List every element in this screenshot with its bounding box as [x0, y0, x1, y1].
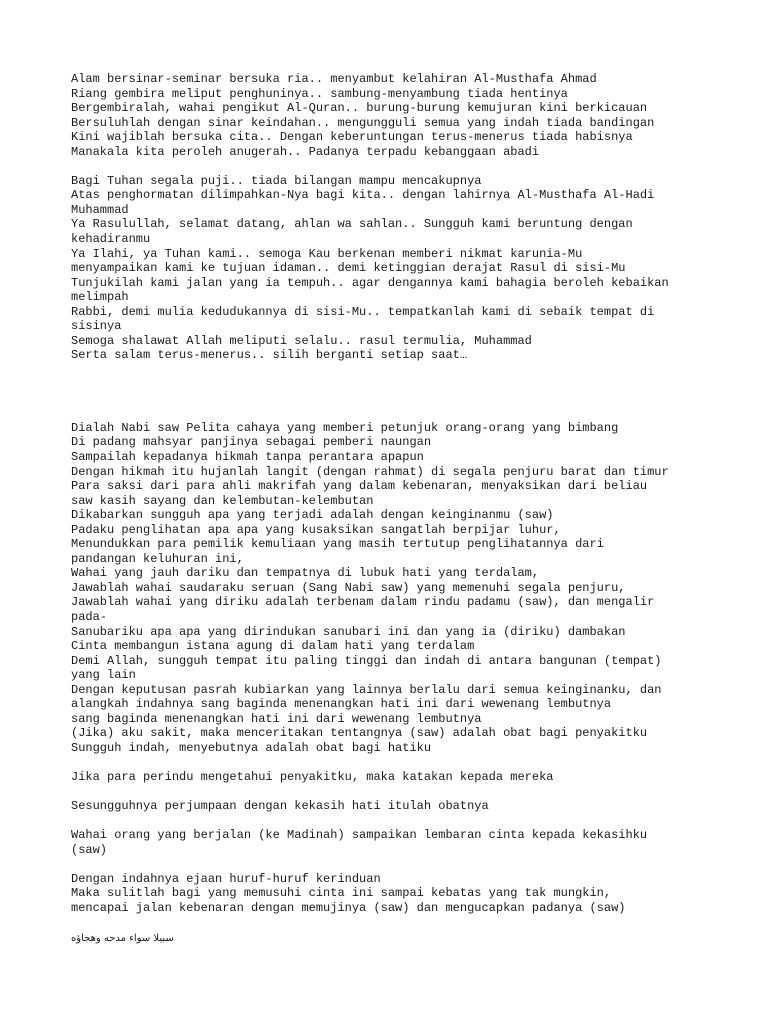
text-line: melimpah — [71, 290, 129, 305]
section-gap — [71, 363, 721, 421]
stanza-madinah — [71, 828, 721, 857]
text-line: Dengan indahnya ejaan huruf-huruf kerinduan — [71, 871, 381, 886]
text-line: Kini wajiblah bersuka cita.. Dengan keberuntungan terus-menerus tiada habisnya — [71, 130, 633, 145]
text-line: sang baginda menenangkan hati ini dari wewenang lembutnya — [71, 711, 482, 726]
text-line: kehadiranmu — [71, 231, 151, 246]
blank-line — [71, 857, 721, 872]
text-line: pandangan keluhuran ini, — [71, 551, 244, 566]
text-line: pada- — [71, 610, 108, 624]
text-line: (saw) — [71, 842, 108, 857]
text-line: Wahai yang jauh dariku dan tempatnya di lubuk hati yang terdalam, — [71, 566, 540, 581]
text-line: Atas penghormatan dilimpahkan-Nya bagi kita.. dengan lahirnya Al-Musthafa Al-Hadi — [71, 188, 655, 203]
text-line: sisinya — [71, 319, 122, 334]
text-line: Serta salam terus-menerus.. silih berganti setiap saat… — [71, 348, 468, 363]
text-line: Maka sulitlah bagi yang memusuhi cinta ini sampai kebatas yang tak mungkin, — [71, 886, 612, 901]
text-line-perjumpaan: Sesungguhnya perjumpaan dengan kekasih hati itulah obatnya — [71, 799, 489, 814]
text-line: Sanubariku apa apa yang dirindukan sanubari ini dan yang ia (diriku) dambakan — [71, 624, 626, 639]
text-line: Dikabarkan sungguh apa yang terjadi adalah dengan keinginanmu (saw) — [71, 508, 554, 523]
text-line: Dengan hikmah itu hujanlah langit (dengan rahmat) di segala penjuru barat dan timur — [71, 464, 669, 479]
text-line: Sampailah kepadanya hikmah tanpa perantara apapun — [71, 449, 424, 464]
text-line: Bersuluhlah dengan sinar keindahan.. mengungguli semua yang indah tiada bandingan — [71, 115, 655, 130]
text-line: alangkah indahnya sang baginda menenangkan hati ini dari wewenang lembutnya — [71, 697, 612, 712]
text-line: Rabbi, demi mulia kedudukannya di sisi-Mu.. tempatkanlah kami di sebaik tempat di — [71, 304, 655, 319]
stanza-last — [71, 872, 721, 916]
arabic-verse: سبيلا سواء مدحه وهجاؤه — [71, 933, 174, 945]
blank-line — [71, 814, 721, 829]
text-line: mencapai jalan kebenaran dengan memujinya (saw) dan mengucapkan padanya (saw) — [71, 900, 626, 915]
text-line: yang lain — [71, 668, 136, 683]
stanza-1 — [71, 72, 721, 159]
text-line: Semoga shalawat Allah meliputi selalu.. rasul termulia, Muhammad — [71, 333, 532, 348]
text-line: Demi Allah, sungguh tempat itu paling tinggi dan indah di antara bangunan (tempat) — [71, 653, 662, 668]
text-line: Bagi Tuhan segala puji.. tiada bilangan mampu mencakupnya — [71, 173, 482, 188]
text-line: Dengan keputusan pasrah kubiarkan yang lainnya berlalu dari semua keinginanku, dan — [71, 682, 662, 697]
text-line: Ya Rasulullah, selamat datang, ahlan wa sahlan.. Sungguh kami beruntung dengan — [71, 217, 633, 232]
text-line: Manakala kita peroleh anugerah.. Padanya terpadu kebanggaan abadi — [71, 144, 540, 159]
blank-line — [71, 785, 721, 800]
text-line: saw kasih sayang dan kelembutan-kelembutan — [71, 493, 374, 508]
text-line: Jawablah wahai saudaraku seruan (Sang Nabi saw) yang memenuhi segala penjuru, — [71, 580, 626, 595]
text-line: Wahai orang yang berjalan (ke Madinah) sampaikan lembaran cinta kepada kekasihku — [71, 828, 648, 843]
text-line: Jawablah wahai yang diriku adalah terbenam dalam rindu padamu (saw), dan mengalir — [71, 595, 655, 610]
text-line: Riang gembira meliput penghuninya.. sambung-menyambung tiada hentinya — [71, 86, 568, 101]
text-line: Di padang mahsyar panjinya sebagai pemberi naungan — [71, 435, 432, 450]
text-line: Padaku penglihatan apa apa yang kusaksikan sangatlah berpijar luhur, — [71, 522, 561, 537]
stanza-3 — [71, 421, 721, 756]
text-line: Sungguh indah, menyebutnya adalah obat bagi hatiku — [71, 740, 432, 755]
text-line: Para saksi dari para ahli makrifah yang dalam kebenaran, menyaksikan dari beliau — [71, 479, 648, 494]
document-page — [71, 72, 721, 946]
text-line: menyampaikan kami ke tujuan idaman.. demi ketinggian derajat Rasul di sisi-Mu — [71, 261, 626, 276]
blank-line — [71, 159, 721, 174]
text-line: (Jika) aku sakit, maka menceritakan tentangnya (saw) adalah obat bagi penyakitku — [71, 726, 648, 741]
text-line: Bergembiralah, wahai pengikut Al-Quran.. burung-burung kemujuran kini berkicauan — [71, 101, 648, 116]
text-line: Menundukkan para pemilik kemuliaan yang masih tertutup penglihatannya dari — [71, 537, 604, 552]
text-line: Alam bersinar-seminar bersuka ria.. menyambut kelahiran Al-Musthafa Ahmad — [71, 72, 597, 86]
text-line: Dialah Nabi saw Pelita cahaya yang memberi petunjuk orang-orang yang bimbang — [71, 420, 619, 435]
text-line: Tunjukilah kami jalan yang ia tempuh.. agar dengannya kami bahagia beroleh kebaikan — [71, 275, 669, 290]
blank-line — [71, 755, 721, 770]
text-line-perindu: Jika para perindu mengetahui penyakitku, maka katakan kepada mereka — [71, 769, 554, 784]
text-line: Muhammad — [71, 202, 129, 217]
text-line: Cinta membangun istana agung di dalam hati yang terdalam — [71, 639, 475, 654]
text-line: Ya Ilahi, ya Tuhan kami.. semoga Kau berkenan memberi nikmat karunia-Mu — [71, 246, 583, 261]
stanza-2 — [71, 174, 721, 363]
